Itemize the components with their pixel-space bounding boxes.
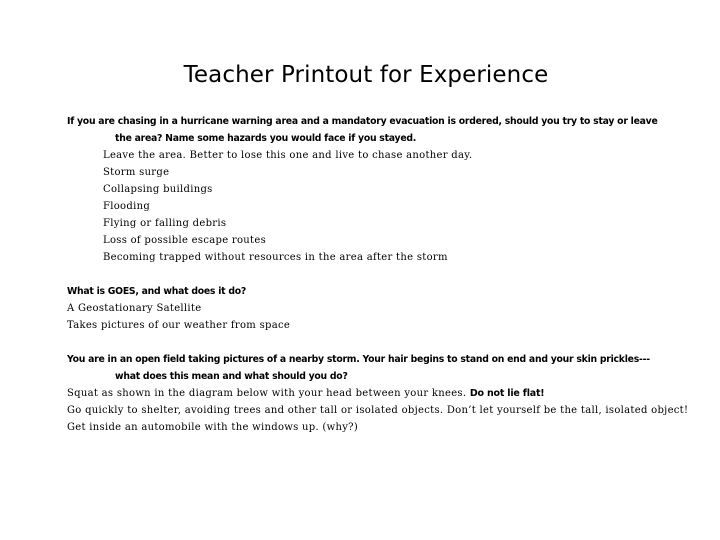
answer-hurricane-5: Flying or falling debris [103,218,227,229]
question-hurricane-line1: If you are chasing in a hurricane warning area and a mandatory evacuation is ordered, should you try to stay or leave [67,116,658,127]
answer-lightning-1-bold: Do not lie flat! [469,388,545,399]
answer-hurricane-7: Becoming trapped without resources in the area after the storm [103,252,448,263]
spacer [67,334,667,351]
answer-goes-1: A Geostationary Satellite [67,303,202,314]
answer-hurricane-2: Storm surge [103,167,170,178]
spacer [67,266,667,283]
page-title: Teacher Printout for Experience [183,62,549,88]
question-lightning [67,351,667,385]
question-lightning-line1: You are in an open field taking pictures of a nearby storm. Your hair begins to stand on end and your skin prickles--- [67,354,650,365]
question-goes: What is GOES, and what does it do? [67,286,246,297]
answer-hurricane-4: Flooding [103,201,151,212]
answer-goes-2: Takes pictures of our weather from space [67,320,291,331]
answer-lightning-2: Go quickly to shelter, avoiding trees and other tall or isolated objects. Don’t let yourself be the tall, isolated object! [67,405,689,416]
answer-lightning-1 [67,385,667,402]
answer-lightning-3: Get inside an automobile with the windows up. (why?) [67,422,359,433]
answer-hurricane-6: Loss of possible escape routes [103,235,267,246]
content-body [67,113,689,436]
answer-lightning-1-text: Squat as shown in the diagram below with your head between your knees. [67,388,467,399]
answer-hurricane-1: Leave the area. Better to lose this one and live to chase another day. [103,150,473,161]
question-lightning-line2: what does this mean and what should you do? [115,371,348,382]
answer-hurricane-3: Collapsing buildings [103,184,213,195]
question-hurricane [67,113,667,147]
question-hurricane-line2: the area? Name some hazards you would face if you stayed. [115,133,417,144]
